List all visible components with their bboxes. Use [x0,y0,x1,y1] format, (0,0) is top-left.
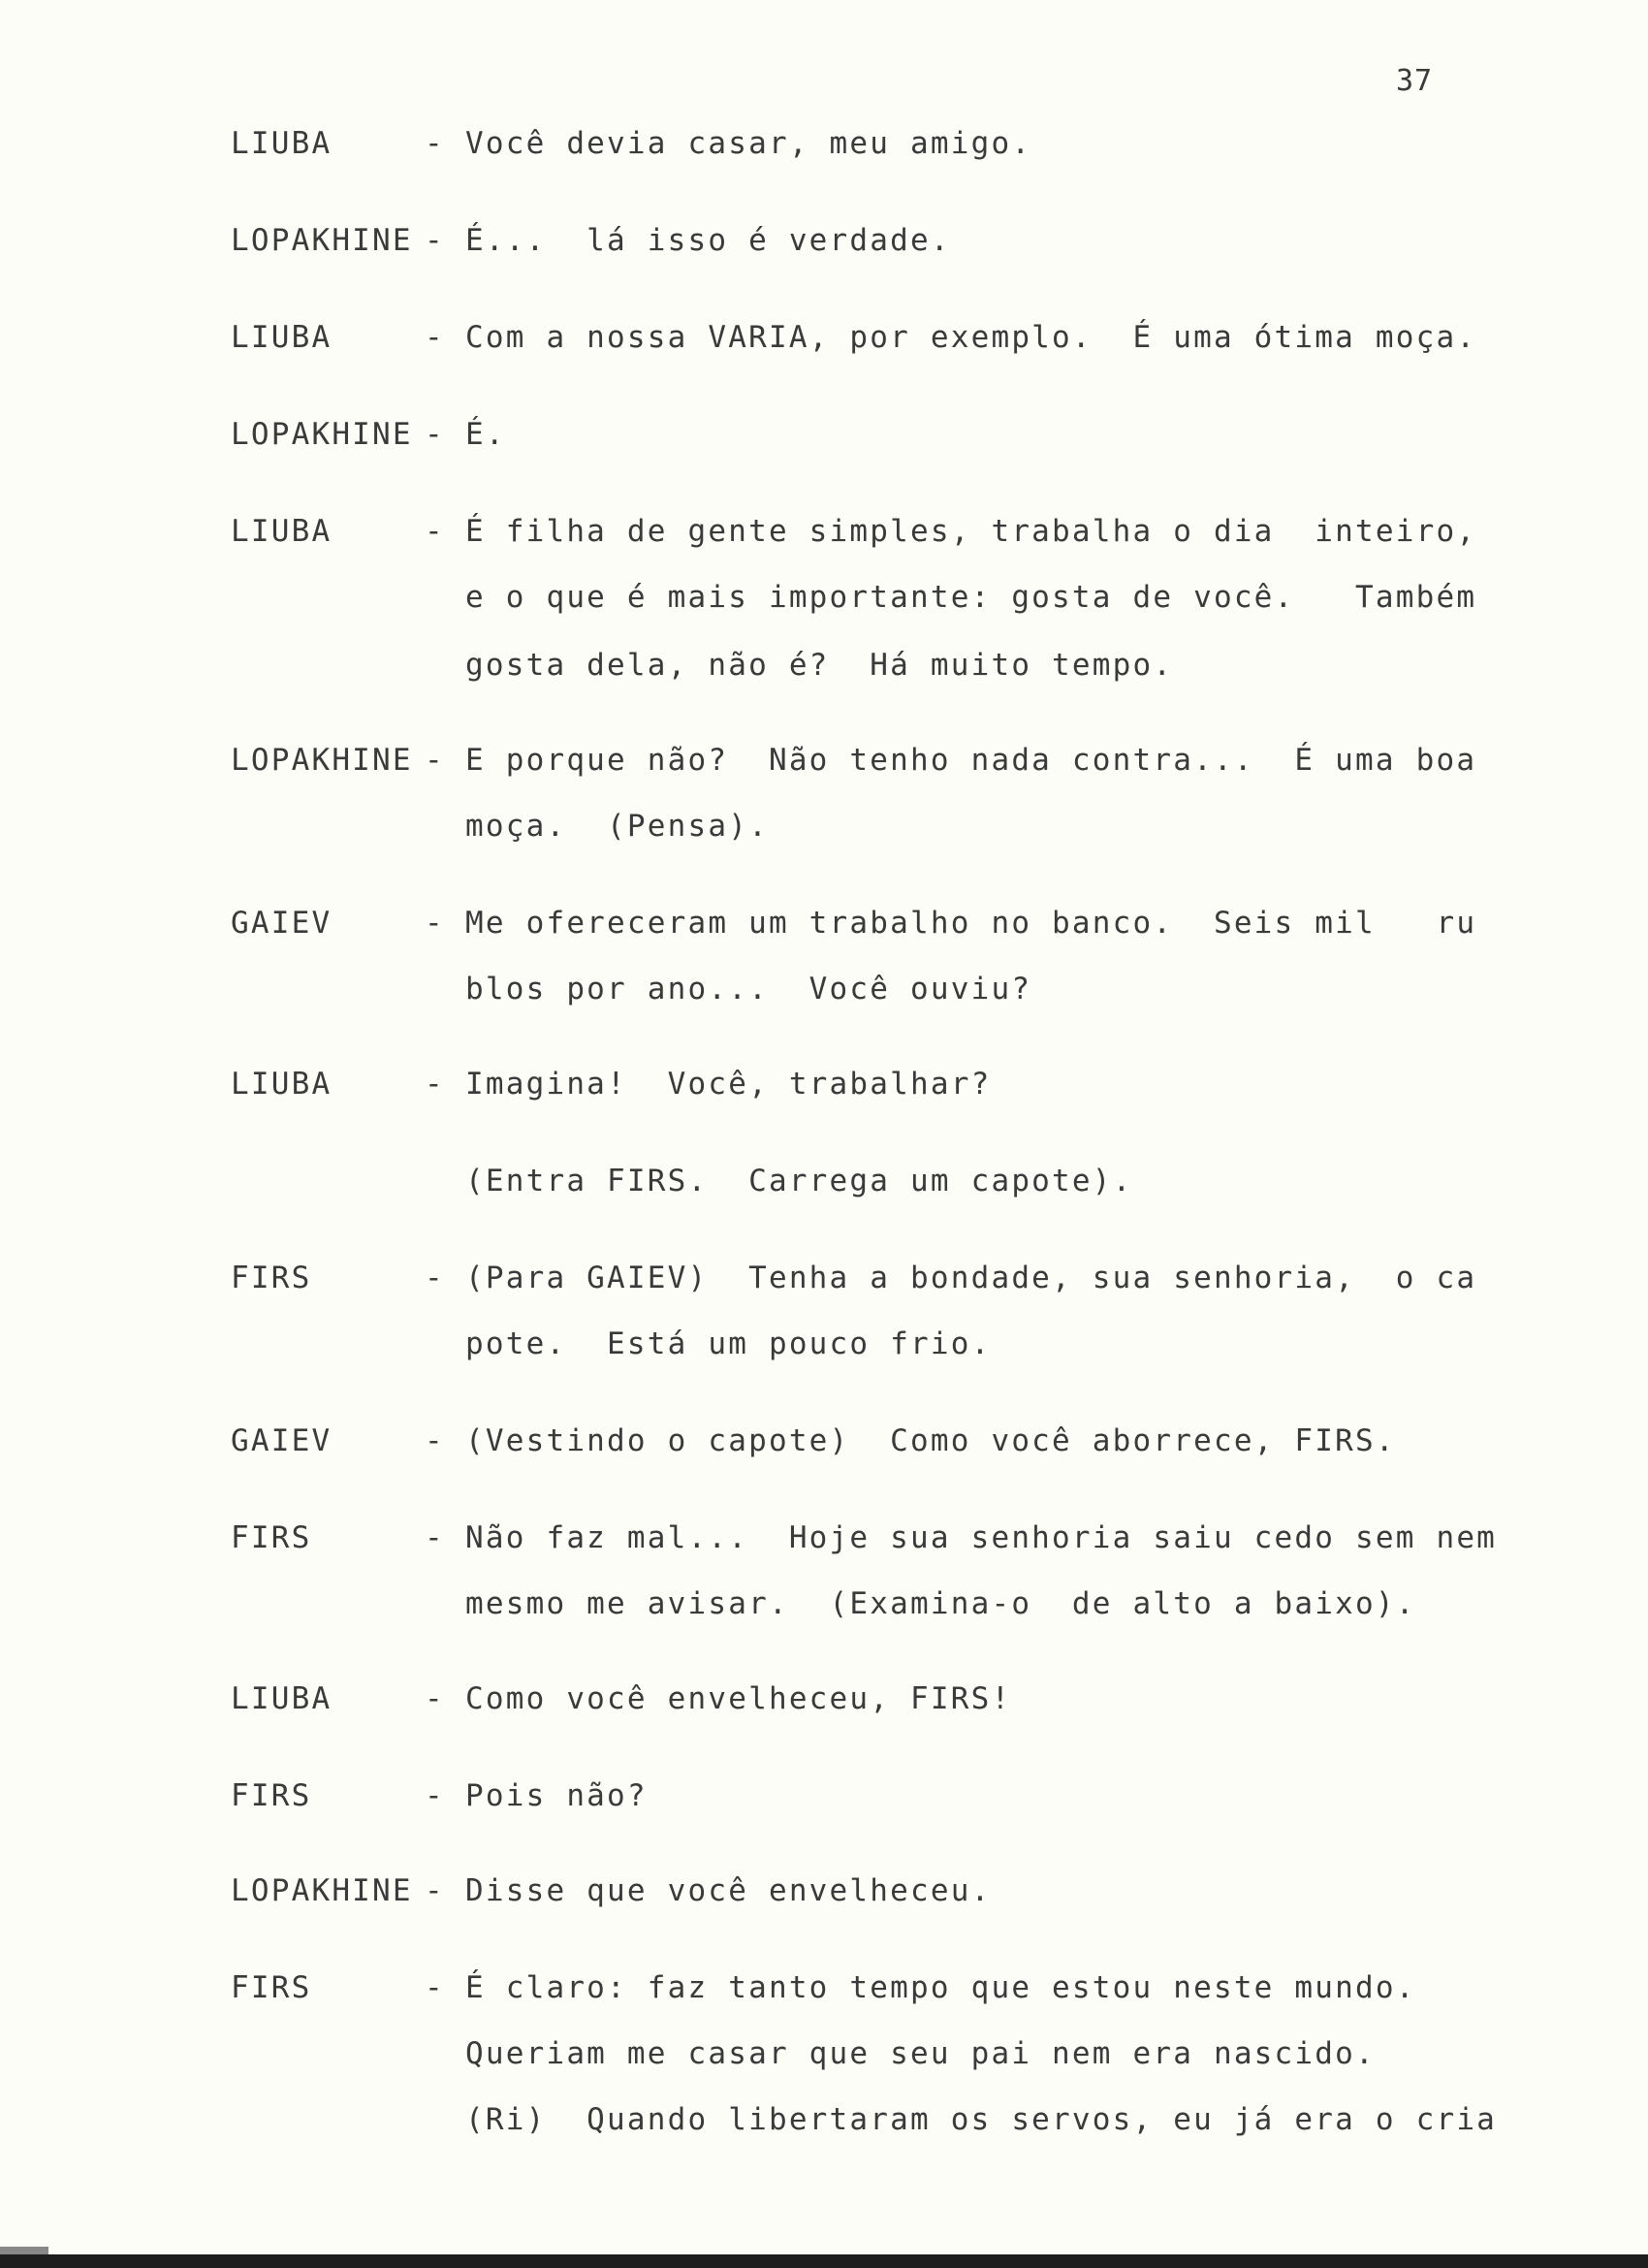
speaker-name: FIRS [231,1778,312,1813]
speaker-name: LIUBA [231,514,333,549]
dialogue-text: Queriam me casar que seu pai nem era nascido. [465,2036,1376,2071]
speaker-dash: - [425,1261,445,1295]
speaker-dash: - [425,320,445,355]
dialogue-text: Pois não? [465,1778,648,1813]
dialogue-text: É filha de gente simples, trabalha o dia inteiro, [465,514,1477,549]
speaker-dash: - [425,1970,445,2005]
dialogue-text: Disse que você envelheceu. [465,1873,992,1908]
dialogue-text: É. [465,417,506,452]
speaker-name: GAIEV [231,906,333,941]
speaker-dash: - [425,1067,445,1102]
dialogue-text: Com a nossa VARIA, por exemplo. É uma ótima moça. [465,320,1477,355]
dialogue-text: (Para GAIEV) Tenha a bondade, sua senhoria, o ca [465,1261,1477,1295]
dialogue-text: E porque não? Não tenho nada contra... É uma boa [465,743,1477,778]
dialogue-text: (Entra FIRS. Carrega um capote). [465,1164,1133,1198]
dialogue-text: Me ofereceram um trabalho no banco. Seis mil ru [465,906,1477,941]
dialogue-text: blos por ano... Você ouviu? [465,972,1032,1006]
speaker-name: LIUBA [231,320,333,355]
dialogue-text: Você devia casar, meu amigo. [465,126,1032,161]
speaker-dash: - [425,223,445,258]
speaker-dash: - [425,417,445,452]
dialogue-text: Não faz mal... Hoje sua senhoria saiu cedo sem nem [465,1520,1498,1555]
speaker-dash: - [425,1873,445,1908]
speaker-dash: - [425,1423,445,1458]
speaker-dash: - [425,1778,445,1813]
speaker-name: FIRS [231,1970,312,2005]
dialogue-text: É... lá isso é verdade. [465,223,951,258]
speaker-dash: - [425,906,445,941]
speaker-name: LOPAKHINE [231,1873,413,1908]
speaker-name: LIUBA [231,1681,333,1716]
scan-edge [0,2254,1648,2268]
dialogue-text: mesmo me avisar. (Examina-o de alto a baixo). [465,1586,1416,1621]
dialogue-text: É claro: faz tanto tempo que estou neste mundo. [465,1970,1416,2005]
dialogue-text: pote. Está um pouco frio. [465,1326,992,1361]
dialogue-text: gosta dela, não é? Há muito tempo. [465,648,1174,683]
speaker-name: FIRS [231,1520,312,1555]
page-number: 37 [1396,64,1434,98]
scan-edge-corner [0,2247,48,2254]
speaker-name: FIRS [231,1261,312,1295]
speaker-name: LIUBA [231,1067,333,1102]
speaker-dash: - [425,514,445,549]
dialogue-text: e o que é mais importante: gosta de você. Também [465,580,1477,615]
speaker-dash: - [425,743,445,778]
speaker-name: LIUBA [231,126,333,161]
speaker-name: LOPAKHINE [231,417,413,452]
speaker-name: LOPAKHINE [231,743,413,778]
dialogue-text: (Ri) Quando libertaram os servos, eu já era o cria [465,2102,1498,2137]
speaker-name: LOPAKHINE [231,223,413,258]
dialogue-text: (Vestindo o capote) Como você aborrece, FIRS. [465,1423,1396,1458]
dialogue-text: Imagina! Você, trabalhar? [465,1067,992,1102]
dialogue-text: Como você envelheceu, FIRS! [465,1681,1012,1716]
speaker-dash: - [425,1681,445,1716]
speaker-dash: - [425,126,445,161]
dialogue-text: moça. (Pensa). [465,809,769,844]
speaker-name: GAIEV [231,1423,333,1458]
speaker-dash: - [425,1520,445,1555]
